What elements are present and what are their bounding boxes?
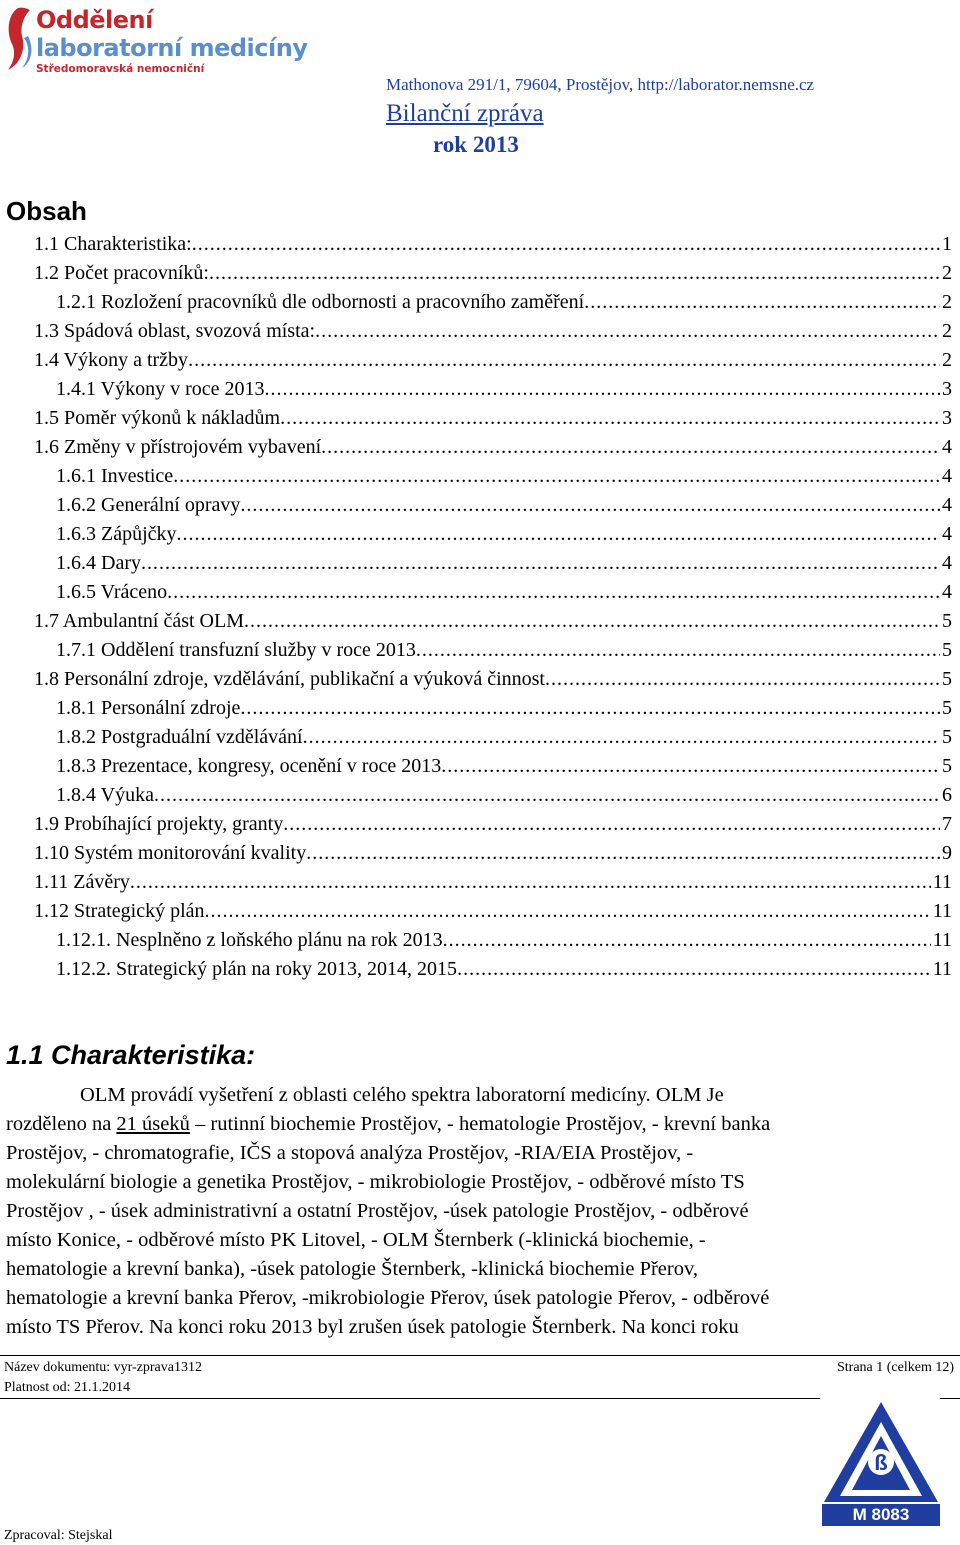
toc-entry[interactable]	[34, 665, 952, 694]
toc-heading: Obsah	[6, 196, 87, 226]
toc-entry[interactable]	[56, 520, 952, 549]
toc-leader-dots	[283, 810, 940, 839]
toc-entry[interactable]	[56, 288, 952, 317]
footer-divider-2	[0, 1398, 820, 1399]
toc-entry[interactable]	[56, 549, 952, 578]
footer-divider-3	[940, 1398, 960, 1399]
toc-entry[interactable]	[56, 926, 952, 955]
toc-entry-title: 1.8 Personální zdroje, vzdělávání, publikační a výuková činnost	[34, 668, 545, 690]
toc-entry[interactable]	[56, 694, 952, 723]
footer-document-name: Název dokumentu: vyr-zprava1312	[4, 1360, 202, 1375]
toc-leader-dots	[240, 694, 940, 723]
toc-entry-title: 1.6.4 Dary	[56, 552, 141, 574]
paragraph-line: místo TS Přerov. Na konci roku 2013 byl zrušen úsek patologie Šternberk. Na konci roku	[6, 1316, 739, 1338]
toc-leader-dots	[321, 433, 940, 462]
toc-entry-page: 11	[932, 871, 952, 893]
toc-entry-page: 3	[942, 407, 952, 429]
toc-entry-page: 5	[942, 639, 952, 661]
toc-entry-title: 1.8.1 Personální zdroje	[56, 697, 241, 719]
document-title: Bilanční zpráva	[386, 100, 544, 127]
paragraph-line: rozděleno na 21 úseků – rutinní biochemie Prostějov, - hematologie Prostějov, - krevní banka	[6, 1113, 771, 1135]
toc-entry-page: 11	[932, 958, 952, 980]
toc-leader-dots	[306, 839, 940, 868]
toc-entry[interactable]	[34, 259, 952, 288]
svg-text:ß: ß	[874, 1450, 888, 1475]
sections-count-link: 21 úseků	[116, 1113, 190, 1135]
toc-entry-title: 1.6.2 Generální opravy	[56, 494, 241, 516]
toc-entry-title: 1.6.3 Zápůjčky	[56, 523, 177, 545]
toc-entry[interactable]	[56, 781, 952, 810]
footer-page-info: Strana 1 (celkem 12)	[836, 1360, 954, 1375]
toc-entry-page: 2	[942, 320, 952, 342]
logo-line-1: Oddělení	[36, 6, 153, 34]
logo-line-3: Středomoravská nemocniční	[36, 63, 205, 75]
toc-entry-page: 2	[942, 291, 952, 313]
toc-entry-page: 4	[942, 465, 952, 487]
toc-entry-title: 1.6 Změny v přístrojovém vybavení	[34, 436, 322, 458]
toc-leader-dots	[154, 781, 940, 810]
logo-line-2: laboratorní medicíny	[36, 34, 308, 62]
toc-entry-page: 4	[942, 581, 952, 603]
toc-entry[interactable]	[56, 752, 952, 781]
toc-entry-title: 1.10 Systém monitorování kvality	[34, 842, 307, 864]
toc-entry-title: 1.6.1 Investice	[56, 465, 174, 487]
paragraph-line: Prostějov , - úsek administrativní a ostatní Prostějov, -úsek patologie Prostějov, - odběrové	[6, 1200, 749, 1222]
paragraph-line: molekulární biologie a genetika Prostějov, - mikrobiologie Prostějov, - odběrové místo TS	[6, 1171, 745, 1193]
toc-leader-dots	[173, 462, 940, 491]
toc-leader-dots	[584, 288, 940, 317]
toc-entry-page: 4	[942, 436, 952, 458]
toc-entry-page: 4	[942, 552, 952, 574]
toc-entry[interactable]	[56, 955, 952, 984]
toc-entry-title: 1.12.1. Nesplněno z loňského plánu na rok 2013	[56, 929, 443, 951]
toc-entry-page: 5	[942, 755, 952, 777]
paragraph-line: OLM provádí vyšetření z oblasti celého spektra laboratorní medicíny. OLM Je	[80, 1084, 724, 1106]
toc-leader-dots	[209, 259, 940, 288]
toc-entry-title: 1.12 Strategický plán	[34, 900, 205, 922]
toc-entry-page: 4	[942, 494, 952, 516]
toc-leader-dots	[177, 520, 940, 549]
toc-entry[interactable]	[34, 607, 952, 636]
department-logo	[4, 4, 308, 76]
toc-leader-dots	[280, 404, 940, 433]
toc-entry-title: 1.2.1 Rozložení pracovníků dle odbornosti a pracovního zaměření	[56, 291, 585, 313]
toc-entry-title: 1.8.3 Prezentace, kongresy, ocenění v roce 2013	[56, 755, 442, 777]
toc-entry-page: 1	[942, 233, 952, 255]
accreditation-code: M 8083	[822, 1504, 940, 1526]
toc-entry[interactable]	[56, 462, 952, 491]
toc-entry-page: 6	[942, 784, 952, 806]
toc-entry[interactable]	[34, 897, 952, 926]
toc-leader-dots	[545, 665, 940, 694]
toc-entry[interactable]	[56, 578, 952, 607]
toc-entry-page: 2	[942, 349, 952, 371]
toc-entry-title: 1.5 Poměr výkonů k nákladům	[34, 407, 281, 429]
toc-entry-page: 9	[942, 842, 952, 864]
toc-leader-dots	[244, 607, 940, 636]
toc-leader-dots	[457, 955, 931, 984]
toc-entry-title: 1.2 Počet pracovníků:	[34, 262, 209, 284]
toc-entry-title: 1.1 Charakteristika:	[34, 233, 192, 255]
toc-entry-page: 2	[942, 262, 952, 284]
section-paragraph	[6, 1081, 952, 1342]
paragraph-line: místo Konice, - odběrové místo PK Litovel, - OLM Šternberk (-klinická biochemie, -	[6, 1229, 706, 1251]
toc-leader-dots	[205, 897, 931, 926]
toc-entry-title: 1.8.4 Výuka	[56, 784, 154, 806]
header-address: Mathonova 291/1, 79604, Prostějov, http://laborator.nemsne.cz	[386, 75, 815, 94]
toc-entry-page: 11	[932, 900, 952, 922]
toc-entry-title: 1.6.5 Vráceno	[56, 581, 168, 603]
toc-entry-page: 3	[942, 378, 952, 400]
toc-entry[interactable]	[34, 433, 952, 462]
document-year: rok 2013	[433, 132, 519, 157]
accreditation-triangle-icon	[822, 1400, 940, 1504]
toc-entry[interactable]	[56, 636, 952, 665]
toc-entry-page: 7	[942, 813, 952, 835]
toc-entry-title: 1.11 Závěry	[34, 871, 130, 893]
paragraph-line: hematologie a krevní banka), -úsek patologie Šternberk, -klinická biochemie Přerov,	[6, 1258, 699, 1280]
paragraph-line: hematologie a krevní banka Přerov, -mikrobiologie Přerov, úsek patologie Přerov, - odběrové	[6, 1287, 770, 1309]
logo-mark-icon	[4, 4, 34, 74]
toc-leader-dots	[240, 491, 940, 520]
footer-valid-from: Platnost od: 21.1.2014	[4, 1380, 131, 1395]
toc-leader-dots	[441, 752, 940, 781]
toc-leader-dots	[416, 636, 940, 665]
toc-entry-title: 1.3 Spádová oblast, svozová místa:	[34, 320, 316, 342]
toc-entry[interactable]	[34, 346, 952, 375]
toc-entry-page: 5	[942, 610, 952, 632]
footer-prepared-by: Zpracoval: Stejskal	[4, 1528, 113, 1543]
toc-leader-dots	[443, 926, 931, 955]
toc-entry-page: 5	[942, 697, 952, 719]
toc-entry-title: 1.9 Probíhající projekty, granty	[34, 813, 284, 835]
toc-entry-title: 1.7.1 Oddělení transfuzní služby v roce 2013	[56, 639, 416, 661]
toc-entry-title: 1.4 Výkony a tržby	[34, 349, 189, 371]
accreditation-logo	[822, 1400, 940, 1525]
toc-entry[interactable]	[56, 723, 952, 752]
toc-entry[interactable]	[56, 375, 952, 404]
toc-leader-dots	[188, 346, 940, 375]
toc-leader-dots	[130, 868, 931, 897]
toc-entry[interactable]	[34, 230, 952, 259]
toc-leader-dots	[141, 549, 940, 578]
toc-entry-page: 5	[942, 726, 952, 748]
toc-entry[interactable]	[34, 317, 952, 346]
toc-entry[interactable]	[34, 839, 952, 868]
toc-entry[interactable]	[34, 404, 952, 433]
toc-entry-title: 1.12.2. Strategický plán na roky 2013, 2014, 2015	[56, 958, 458, 980]
toc-leader-dots	[315, 317, 940, 346]
section-heading: 1.1 Charakteristika:	[6, 1040, 256, 1070]
toc-leader-dots	[303, 723, 940, 752]
toc-entry[interactable]	[34, 868, 952, 897]
toc-leader-dots	[167, 578, 940, 607]
paragraph-line: Prostějov, - chromatografie, IČS a stopová analýza Prostějov, -RIA/EIA Prostějov, -	[6, 1142, 694, 1164]
toc-entry-page: 5	[942, 668, 952, 690]
toc-entry-title: 1.8.2 Postgraduální vzdělávání	[56, 726, 303, 748]
toc-entry[interactable]	[56, 491, 952, 520]
toc-leader-dots	[265, 375, 941, 404]
toc-entry-title: 1.7 Ambulantní část OLM	[34, 610, 244, 632]
toc-leader-dots	[192, 230, 940, 259]
toc-entry-page: 4	[942, 523, 952, 545]
toc-entry[interactable]	[34, 810, 952, 839]
toc-entry-title: 1.4.1 Výkony v roce 2013	[56, 378, 265, 400]
footer-divider	[0, 1355, 960, 1356]
toc-entry-page: 11	[932, 929, 952, 951]
